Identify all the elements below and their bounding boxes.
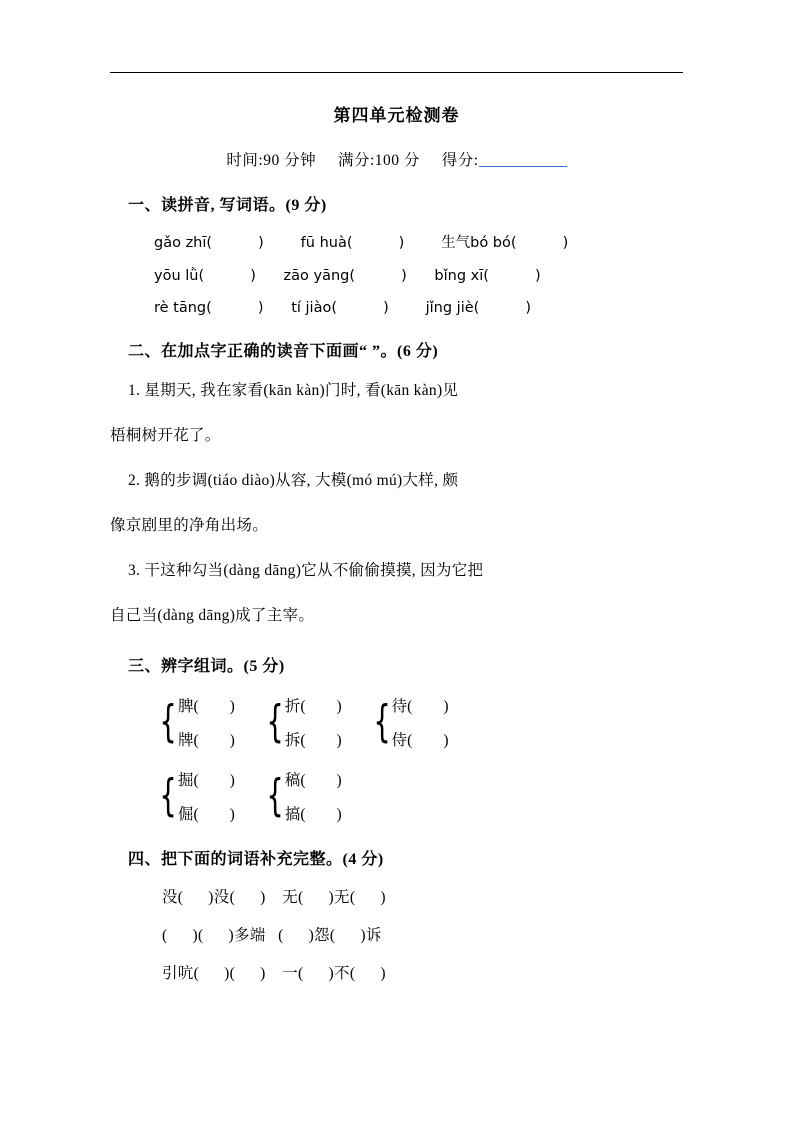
brace-item[interactable]: 牌( )	[178, 732, 235, 749]
question-line: 像京剧里的净角出场。	[110, 517, 269, 534]
pinyin-row: yōu lǜ( ) zāo yāng( ) bǐng xī( )	[154, 268, 541, 284]
question-line: 3. 干这种勾当(dàng dāng)它从不偷偷摸摸, 因为它把	[128, 562, 484, 579]
section-1-heading: 一、读拼音, 写词语。(9 分)	[128, 197, 327, 214]
fill-row[interactable]: 没( )没( ) 无( )无( )	[162, 889, 386, 906]
section-2-heading: 二、在加点字正确的读音下面画“ ”。(6 分)	[128, 343, 439, 360]
pinyin-row: gǎo zhī( ) fū huà( ) 生气bó bó( )	[154, 235, 569, 251]
brace-icon: {	[159, 770, 177, 821]
gain-score-label: 得分:	[441, 152, 479, 169]
question-line: 自己当(dàng dāng)成了主宰。	[110, 607, 315, 624]
question-line: 1. 星期天, 我在家看(kān kàn)门时, 看(kān kàn)见	[128, 382, 459, 399]
exam-meta	[110, 148, 683, 170]
brace-item[interactable]: 拆( )	[284, 732, 342, 749]
brace-item[interactable]: 倔( )	[178, 806, 235, 823]
brace-item[interactable]: 搞( )	[284, 806, 342, 823]
brace-group	[261, 768, 342, 824]
brace-icon: {	[159, 696, 177, 747]
full-score-label: 满分:100 分	[337, 152, 420, 169]
brace-group	[154, 768, 235, 824]
brace-item[interactable]: 侍( )	[391, 732, 449, 749]
meta-gap-2	[424, 152, 437, 169]
brace-item[interactable]: 脾( )	[178, 698, 235, 715]
brace-item[interactable]: 掘( )	[178, 772, 235, 789]
question-line: 2. 鹅的步调(tiáo diào)从容, 大模(mó mú)大样, 颇	[128, 472, 459, 489]
brace-group	[154, 694, 235, 750]
section-3-heading: 三、辨字组词。(5 分)	[128, 658, 285, 675]
pinyin-row: rè tāng( ) tí jiào( ) jǐng jiè( )	[154, 300, 532, 316]
brace-group	[261, 694, 342, 750]
brace-row	[110, 694, 683, 750]
question-line: 梧桐树开花了。	[110, 427, 221, 444]
brace-item[interactable]: 折( )	[284, 698, 342, 715]
brace-icon: {	[266, 696, 284, 747]
time-label: 时间:90 分钟	[226, 152, 317, 169]
page-title: 第四单元检测卷	[333, 106, 460, 125]
header-divider	[110, 72, 683, 73]
brace-icon: {	[266, 770, 284, 821]
fill-row[interactable]: 引吭( )( ) 一( )不( )	[162, 965, 386, 982]
brace-row	[110, 768, 683, 824]
gain-score-blank[interactable]	[479, 166, 567, 167]
fill-row[interactable]: ( )( )多端 ( )怨( )诉	[162, 927, 382, 944]
brace-icon: {	[372, 696, 391, 747]
meta-gap-1	[320, 152, 333, 169]
brace-group	[368, 694, 449, 750]
brace-item[interactable]: 稿( )	[284, 772, 342, 789]
brace-item[interactable]: 待( )	[391, 698, 449, 715]
section-4-heading: 四、把下面的词语补充完整。(4 分)	[128, 851, 384, 868]
